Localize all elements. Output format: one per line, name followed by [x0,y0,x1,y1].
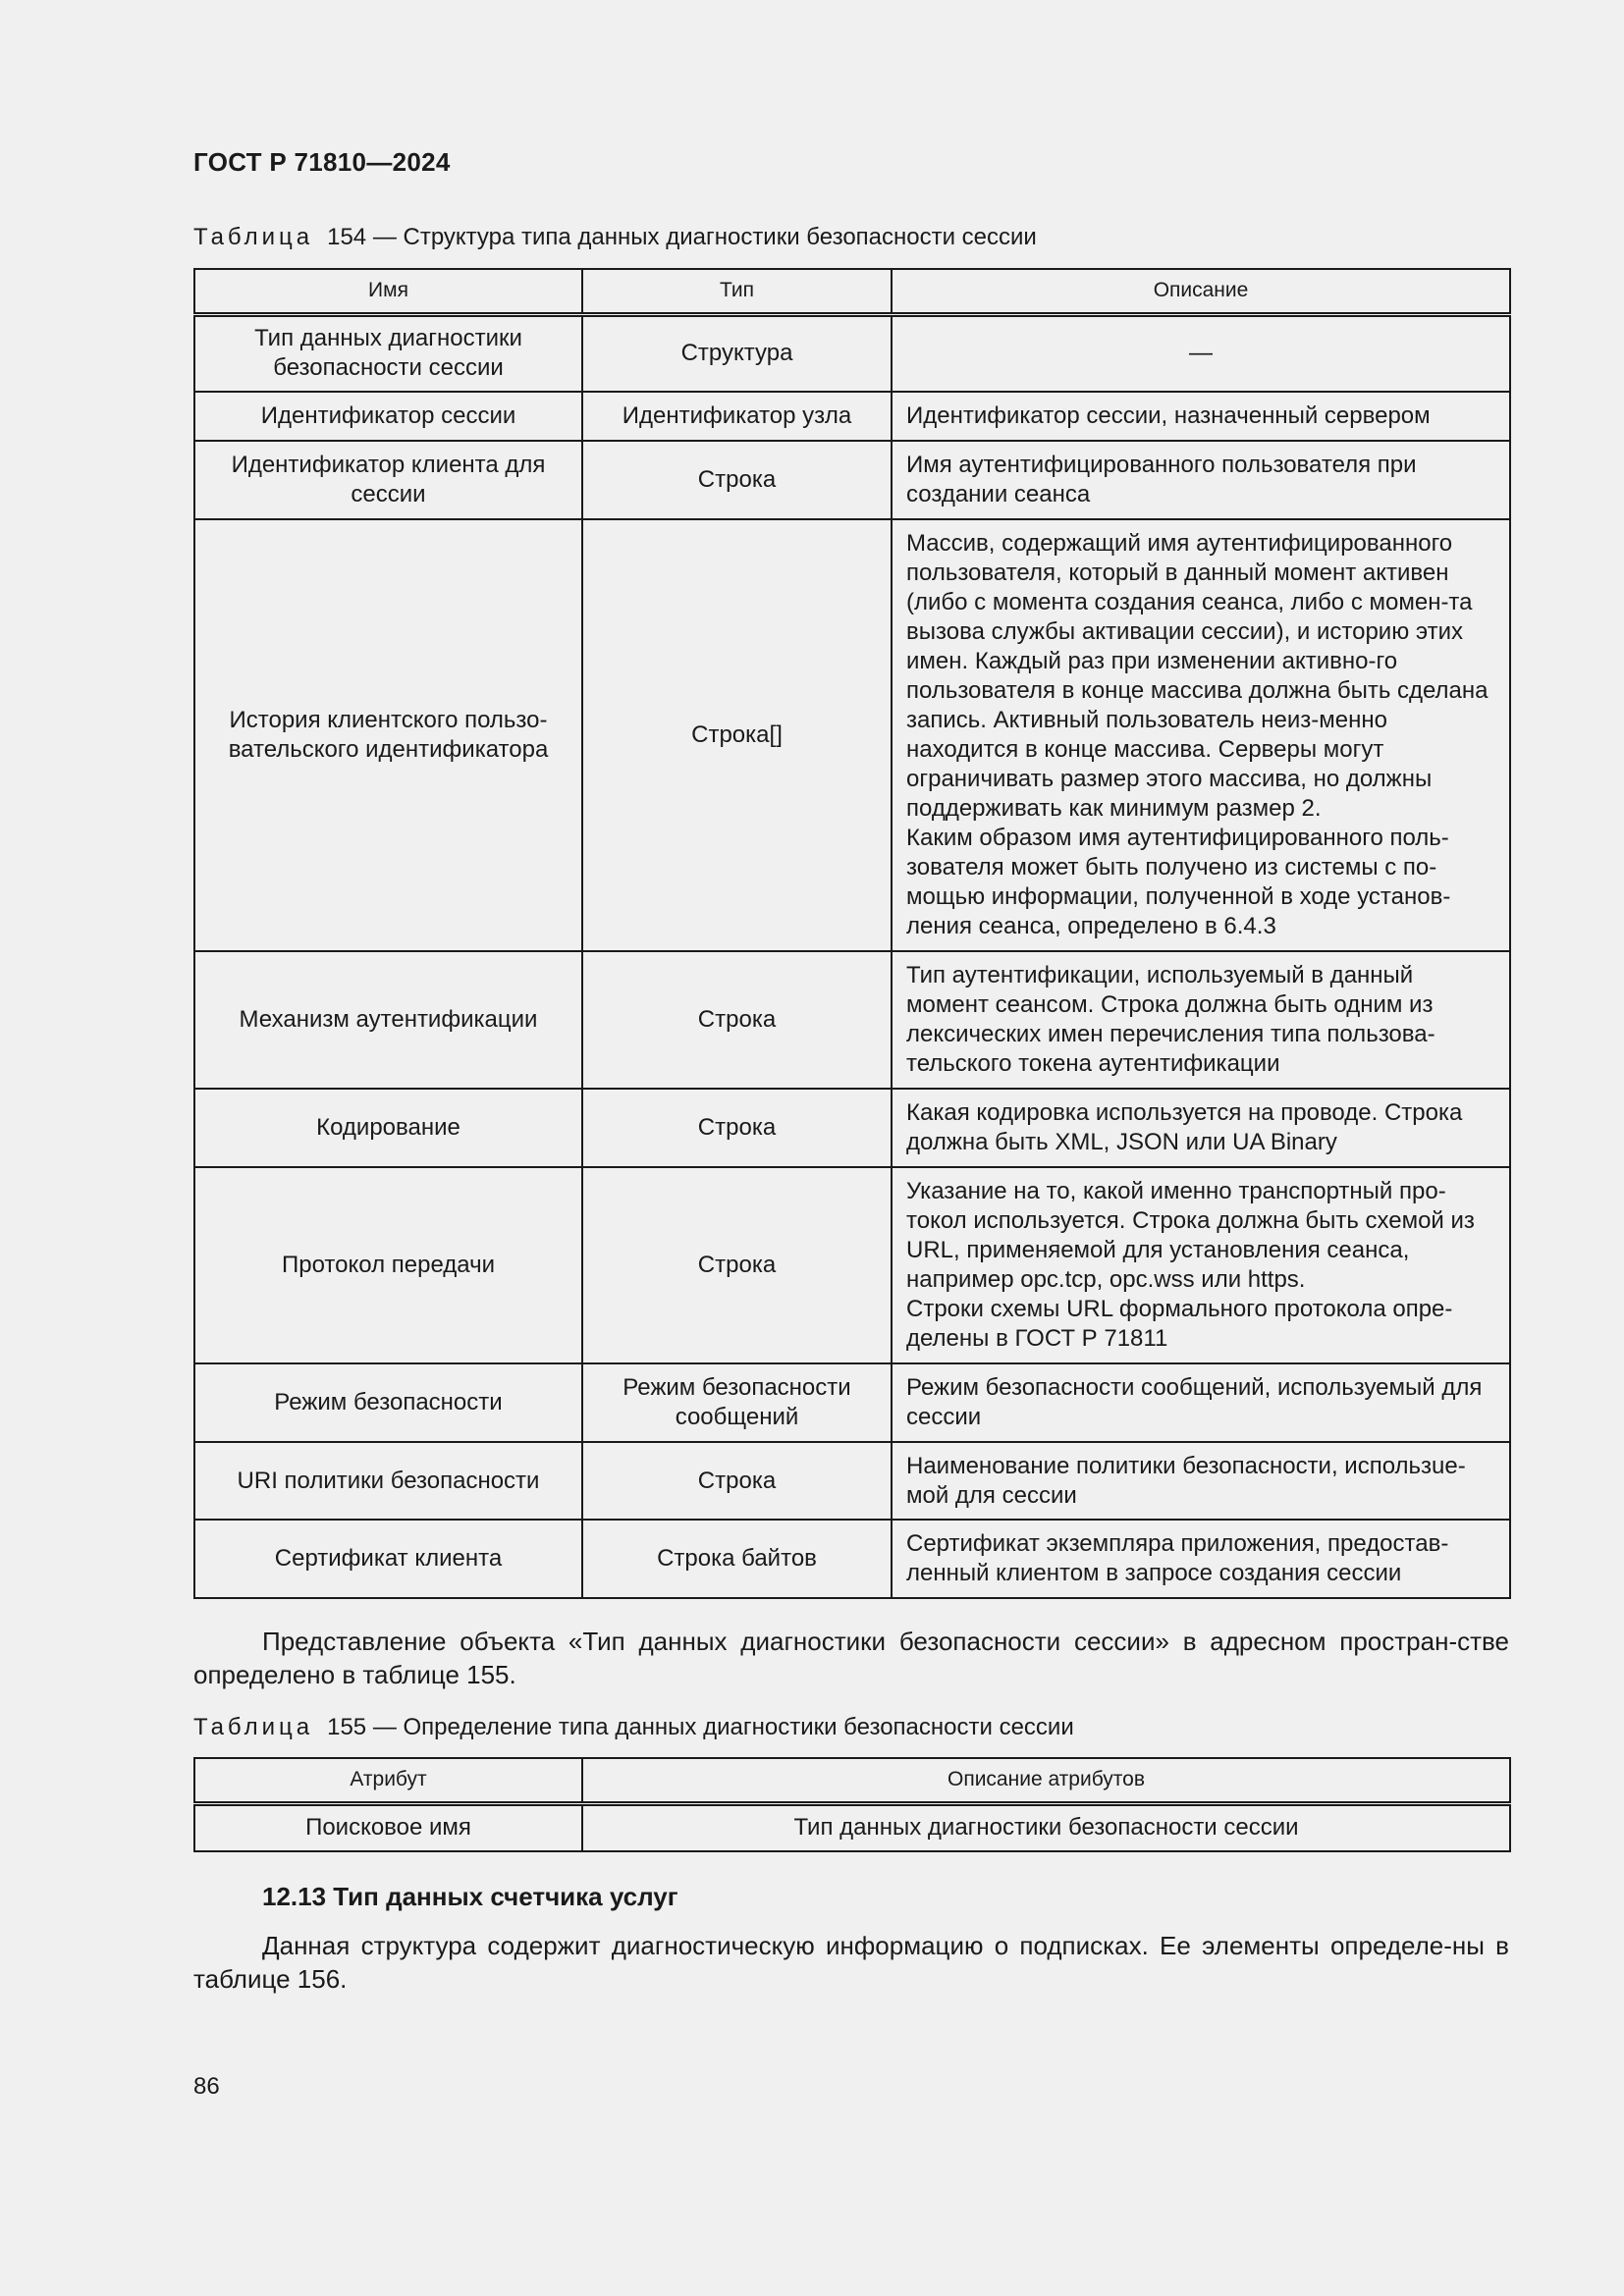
cell-description: Тип аутентификации, используемый в данный момент сеансом. Строка должна быть одним из лексических имен перечисления типа пользова-тельского токена аутентификации [892,951,1510,1089]
cell-name: URI политики безопасности [194,1442,582,1520]
table-155-caption [193,1714,1074,1741]
table-154-caption [193,224,1037,251]
cell-type: Строка [582,1442,892,1520]
cell-type: Строка [582,1167,892,1363]
table-row [194,1089,1510,1167]
column-header-attribute: Атрибут [194,1758,582,1803]
cell-description: Массив, содержащий имя аутентифицированного пользователя, который в данный момент активен (либо с момента создания сеанса, либо с момен-та вызова службы активации сессии), и историю этих имен. Каждый раз при изменении активно-го пользователя в конце массива должна быть сделана запись. Активный пользователь неиз-менно находится в конце массива. Серверы могут ограничивать размер этого массива, но должны поддерживать как минимум размер 2. Каким образом имя аутентифицированного поль-зователя может быть получено из системы с по-мощью информации, полученной в ходе установ-ления сеанса, определено в 6.4.3 [892,519,1510,951]
table-row [194,1363,1510,1442]
cell-type: Строка[] [582,519,892,951]
table-row [194,519,1510,951]
cell-description: Режим безопасности сообщений, используемый для сессии [892,1363,1510,1442]
cell-name: Идентификатор сессии [194,392,582,441]
document-header: ГОСТ Р 71810—2024 [193,147,451,177]
cell-description: Указание на то, какой именно транспортный про-токол используется. Строка должна быть схемой из URL, применяемой для установления сеанса, например opc.tcp, opc.wss или https. Строки схемы URL формального протокола опре-делены в ГОСТ Р 71811 [892,1167,1510,1363]
table-row [194,1803,1510,1851]
cell-name: Механизм аутентификации [194,951,582,1089]
cell-type: Строка [582,1089,892,1167]
cell-description: Наименование политики безопасности, использue-мой для сессии [892,1442,1510,1520]
table-label: Таблица [193,224,314,250]
cell-description: — [892,314,1510,392]
table-caption-text: 154 — Структура типа данных диагностики безопасности сессии [327,224,1037,250]
cell-description: Идентификатор сессии, назначенный сервером [892,392,1510,441]
cell-name: История клиентского пользо-вательского идентификатора [194,519,582,951]
cell-name: Сертификат клиента [194,1520,582,1598]
cell-type: Идентификатор узла [582,392,892,441]
cell-name: Режим безопасности [194,1363,582,1442]
cell-type: Строка [582,441,892,519]
column-header-attribute-description: Описание атрибутов [582,1758,1510,1803]
table-row [194,951,1510,1089]
paragraph-table-155-reference: Представление объекта «Тип данных диагностики безопасности сессии» в адресном простран-стве определено в таблице 155. [193,1627,1509,1689]
cell-description: Имя аутентифицированного пользователя при создании сеанса [892,441,1510,519]
column-header-description: Описание [892,269,1510,314]
table-154 [193,268,1511,1599]
cell-attribute-description: Тип данных диагностики безопасности сессии [582,1803,1510,1851]
table-row [194,1167,1510,1363]
column-header-type: Тип [582,269,892,314]
cell-attribute: Поисковое имя [194,1803,582,1851]
cell-name: Идентификатор клиента для сессии [194,441,582,519]
table-row [194,314,1510,392]
cell-name: Тип данных диагностики безопасности сессии [194,314,582,392]
cell-name: Кодирование [194,1089,582,1167]
cell-type: Структура [582,314,892,392]
table-caption-text: 155 — Определение типа данных диагностики безопасности сессии [327,1714,1074,1740]
cell-description: Сертификат экземпляра приложения, предостав-ленный клиентом в запросе создания сессии [892,1520,1510,1598]
cell-name: Протокол передачи [194,1167,582,1363]
table-row [194,441,1510,519]
paragraph-section-text: Данная структура содержит диагностическую информацию о подписках. Ее элементы определе-ны в таблице 156. [193,1931,1509,1994]
section-heading: 12.13 Тип данных счетчика услуг [262,1882,678,1911]
table-row [194,392,1510,441]
table-row [194,1520,1510,1598]
table-155 [193,1757,1511,1852]
table-label: Таблица [193,1714,314,1740]
page-number: 86 [193,2073,220,2100]
table-row [194,1442,1510,1520]
column-header-name: Имя [194,269,582,314]
table-header-row [194,269,1510,314]
table-header-row [194,1758,1510,1803]
cell-type: Строка байтов [582,1520,892,1598]
cell-description: Какая кодировка используется на проводе. Строка должна быть XML, JSON или UA Binary [892,1089,1510,1167]
cell-type: Строка [582,951,892,1089]
cell-type: Режим безопасности сообщений [582,1363,892,1442]
